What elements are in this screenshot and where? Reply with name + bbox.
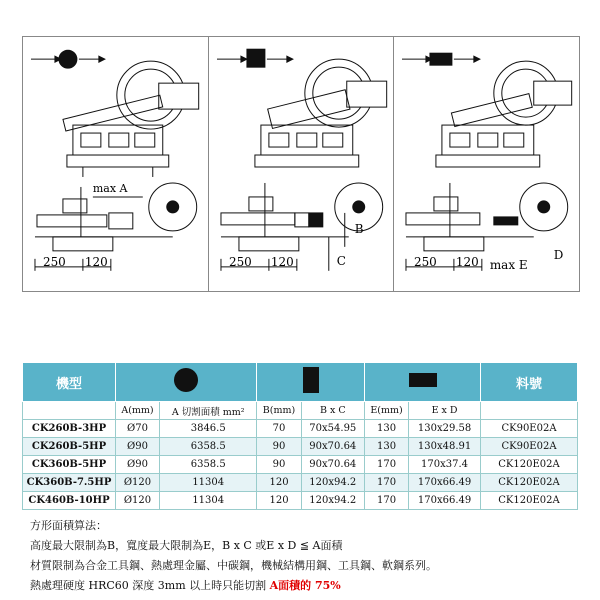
table-subheader-row	[23, 402, 578, 420]
cell: Ø120	[116, 474, 160, 492]
cell: 170	[365, 492, 409, 510]
sub-a: A(mm)	[116, 402, 160, 420]
cell: 170x66.49	[409, 474, 481, 492]
panel-square-stock	[209, 37, 395, 291]
cell-model: CK360B-5HP	[23, 456, 116, 474]
dim-right-120: 120	[84, 254, 108, 269]
cell: 90x70.64	[301, 438, 364, 456]
cell: Ø70	[116, 420, 160, 438]
cell: Ø90	[116, 438, 160, 456]
cell: 70x54.95	[301, 420, 364, 438]
diagram-panels	[22, 36, 580, 292]
cell: 170x66.49	[409, 492, 481, 510]
cell: CK90E02A	[481, 438, 578, 456]
sub-empty	[23, 402, 116, 420]
note-line-4-highlight: A面積的 75%	[269, 579, 341, 592]
round-stock-diagram	[23, 37, 208, 291]
table-row	[23, 420, 578, 438]
cell: 130	[365, 438, 409, 456]
panel-round-stock	[23, 37, 209, 291]
cell: 6358.5	[160, 456, 257, 474]
cell: 130	[365, 420, 409, 438]
round-icon	[173, 367, 199, 393]
sub-b: B(mm)	[257, 402, 301, 420]
cell: 130x48.91	[409, 438, 481, 456]
dim-left-250: 250	[414, 254, 438, 269]
cell: 170	[365, 456, 409, 474]
cell-model: CK460B-10HP	[23, 492, 116, 510]
dim-right-120: 120	[456, 254, 480, 269]
cell: 90	[257, 438, 301, 456]
dim-max-a: max A	[92, 181, 128, 195]
header-round	[116, 363, 257, 402]
square-icon	[301, 366, 321, 394]
cell: 70	[257, 420, 301, 438]
square-stock-diagram	[209, 37, 394, 291]
note-line-4	[30, 576, 437, 596]
table-row	[23, 474, 578, 492]
dim-left-250: 250	[228, 254, 252, 269]
cell-model: CK260B-3HP	[23, 420, 116, 438]
cell: CK120E02A	[481, 492, 578, 510]
note-line-3: 材質限制為合金工具鋼、熱處理金屬、中碳鋼，機械結構用鋼、工具鋼、軟鋼系列。	[30, 559, 437, 572]
table-row	[23, 456, 578, 474]
table-header-row	[23, 363, 578, 402]
cell: CK120E02A	[481, 474, 578, 492]
panel-rectangular-stock	[394, 37, 579, 291]
cell: 11304	[160, 492, 257, 510]
cell: Ø90	[116, 456, 160, 474]
cell: 170x37.4	[409, 456, 481, 474]
cell: CK90E02A	[481, 420, 578, 438]
dim-c: C	[336, 253, 346, 268]
sub-empty-2	[481, 402, 578, 420]
note-line-1: 方形面積算法：	[30, 519, 107, 532]
header-rectangle	[365, 363, 481, 402]
cell-model: CK360B-7.5HP	[23, 474, 116, 492]
sub-a-area: A 切割面積 mm²	[160, 402, 257, 420]
cell: 120	[257, 492, 301, 510]
cell: 3846.5	[160, 420, 257, 438]
sub-bxc: B x C	[301, 402, 364, 420]
cell: 120	[257, 474, 301, 492]
rectangle-icon	[408, 370, 438, 390]
notes	[30, 516, 437, 596]
sub-exd: E x D	[409, 402, 481, 420]
dim-left-250: 250	[42, 254, 66, 269]
rectangular-stock-diagram	[394, 37, 579, 291]
cell-model: CK260B-5HP	[23, 438, 116, 456]
header-square	[257, 363, 365, 402]
dim-b: B	[354, 221, 364, 236]
dim-d: D	[554, 247, 564, 262]
table-row	[23, 492, 578, 510]
sub-e: E(mm)	[365, 402, 409, 420]
table-row	[23, 438, 578, 456]
cell: 90x70.64	[301, 456, 364, 474]
cell: 170	[365, 474, 409, 492]
cell: 120x94.2	[301, 474, 364, 492]
cell: 90	[257, 456, 301, 474]
header-part: 料號	[481, 363, 578, 402]
cell: 120x94.2	[301, 492, 364, 510]
note-line-4-prefix: 熱處理硬度 HRC60 深度 3mm 以上時只能切割	[30, 579, 267, 592]
dim-max-e: max E	[490, 257, 528, 272]
spec-table	[22, 362, 578, 510]
cell: CK120E02A	[481, 456, 578, 474]
dim-right-120: 120	[270, 254, 294, 269]
cell: 6358.5	[160, 438, 257, 456]
cell: 11304	[160, 474, 257, 492]
header-model: 機型	[23, 363, 116, 402]
cell: Ø120	[116, 492, 160, 510]
note-line-2: 高度最大限制為B，寬度最大限制為E，B x C 或E x D ≦ A面積	[30, 539, 343, 552]
cell: 130x29.58	[409, 420, 481, 438]
